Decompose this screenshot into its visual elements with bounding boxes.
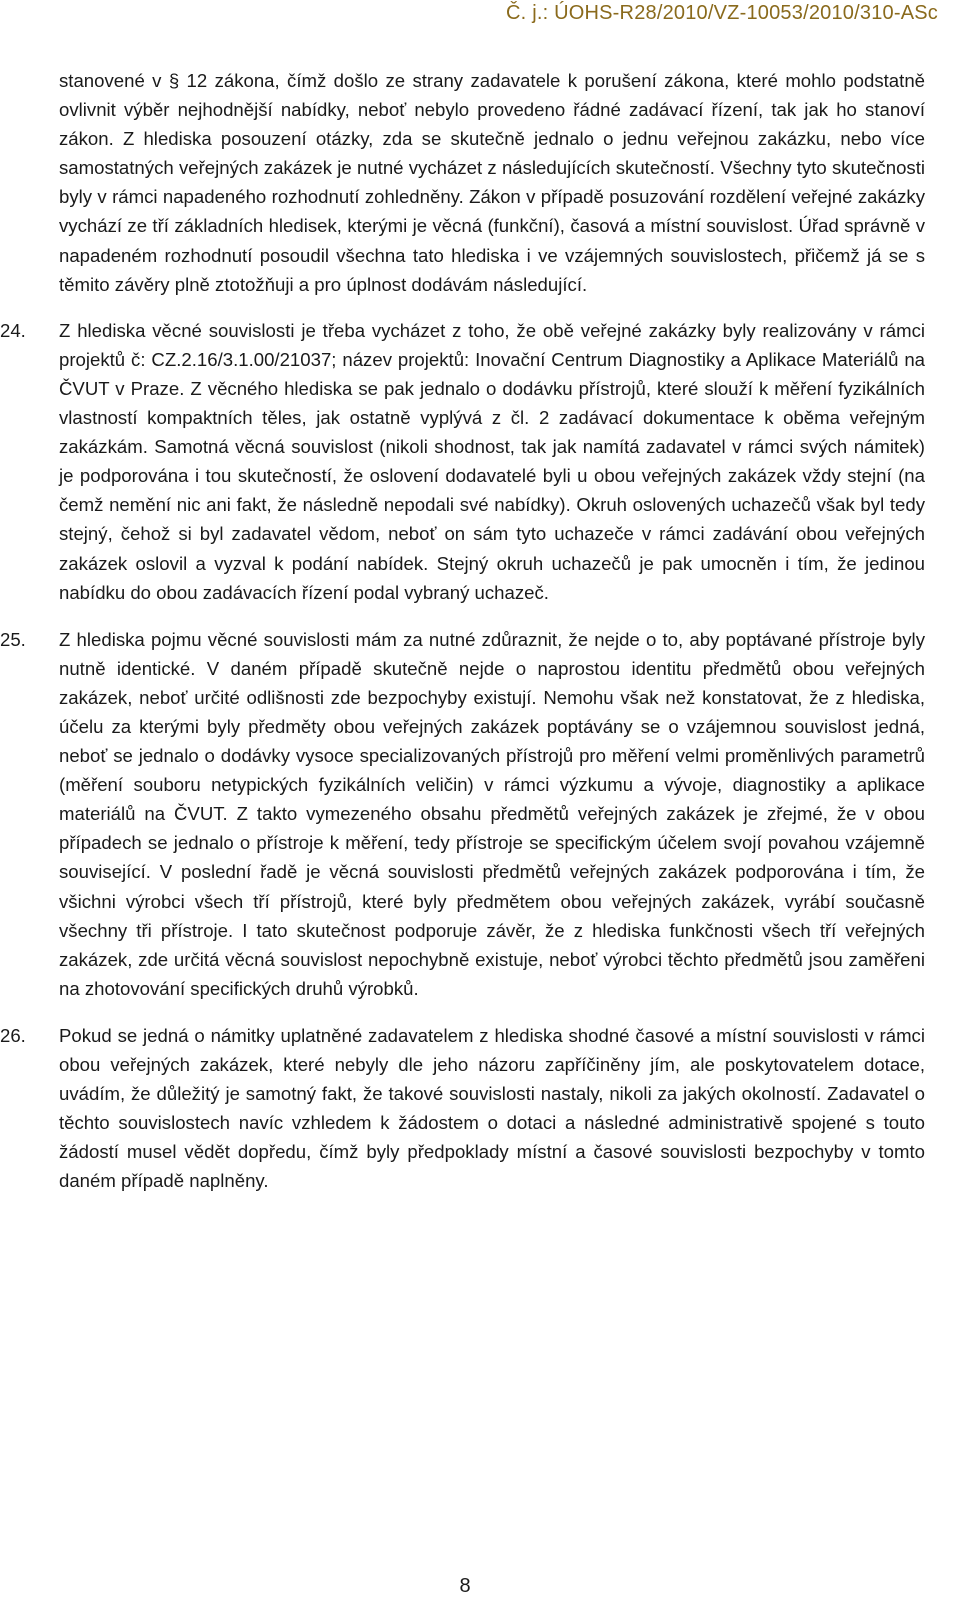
page-number: 8 bbox=[459, 1575, 471, 1597]
paragraph-number: 24. bbox=[0, 319, 26, 341]
paragraph-text: Z hlediska pojmu věcné souvislosti mám za nutné zdůraznit, že nejde o to, aby poptávané přístroje byly nutně identické. V daném případě skutečně nejde o naprostou identitu předmětů obou veřejných zakázek, neboť určité odlišnosti zde bezpochyby existují. Nemohu však než konstatovat, že z hlediska, účelu za kterými byly předměty obou veřejných zakázek poptávány se o vzájemnou souvislost jedná, neboť se jednalo o dodávky vysoce specializovaných přístrojů pro měření velmi proměnlivých parametrů (měření souboru netypických fyzikálních veličin) v rámci výzkumu a vývoje, diagnostiky a aplikace materiálů na ČVUT. Z takto vymezeného obsahu předmětů veřejných zakázek je zřejmé, že v obou případech se jednalo o přístroje k měření, tedy přístroje se specifickým účelem svojí povahou vzájemně související. V poslední řadě je věcná souvislosti předmětů veřejných zakázek podporována i tím, že všichni výrobci všech tří přístrojů, které byly předmětem obou veřejných zakázek, vyrábí současně všechny tři přístroje. I tato skutečnost podporuje závěr, že z hlediska funkčnosti všech tří veřejných zakázek, zde určitá věcná souvislost nepochybně existuje, neboť výrobci těchto předmětů jsou zaměřeni na zhotovování specifických druhů výrobků. bbox=[59, 628, 925, 999]
document-reference-header: Č. j.: ÚOHS-R28/2010/VZ-10053/2010/310-ASc bbox=[506, 2, 938, 24]
paragraph-text: Pokud se jedná o námitky uplatněné zadavatelem z hlediska shodné časové a místní souvislosti v rámci obou veřejných zakázek, které nebyly dle jeho názoru zapříčiněny jím, ale poskytovatelem dotace, uvádím, že důležitý je samotný fakt, že takové souvislosti nastaly, nikoli za jakých okolností. Zadavatel o těchto souvislostech navíc vzhledem k žádostem o dotaci a následné administrativě spojené s touto žádostí musel vědět dopředu, čímž byly předpoklady místní a časové souvislosti bezpochyby v tomto daném případě naplněny. bbox=[59, 1024, 925, 1192]
paragraph-number: 25. bbox=[0, 628, 26, 650]
paragraph-text: Z hlediska věcné souvislosti je třeba vycházet z toho, že obě veřejné zakázky byly realizovány v rámci projektů č: CZ.2.16/3.1.00/21037; název projektů: Inovační Centrum Diagnostiky a Aplikace Materiálů na ČVUT v Praze. Z věcného hlediska se pak jednalo o dodávku přístrojů, které slouží k měření fyzikálních vlastností kompaktních těles, jak ostatně vyplývá z čl. 2 zadávací dokumentace k oběma veřejným zakázkám. Samotná věcná souvislost (nikoli shodnost, tak jak namítá zadavatel v rámci svých námitek) je podporována i tou skutečností, že oslovení dodavatelé byli u obou veřejných zakázek vždy stejní (na čemž nemění nic ani fakt, že následně nepodali své nabídky). Okruh oslovených uchazečů však byl tedy stejný, čehož si byl zadavatel vědom, neboť on sám tyto uchazeče v rámci zadávání obou veřejných zakázek oslovil a vyzval k podání nabídek. Stejný okruh uchazečů je pak umocněn i tím, že jedinou nabídku do obou zadávacích řízení podal vybraný uchazeč. bbox=[59, 319, 925, 603]
intro-paragraph: stanovené v § 12 zákona, čímž došlo ze strany zadavatele k porušení zákona, které mohlo podstatně ovlivnit výběr nejhodnější nabídky, neboť nebylo provedeno řádné zadávací řízení, tak jak ho stanoví zákon. Z hlediska posouzení otázky, zda se skutečně jednalo o jednu veřejnou zakázku, nebo více samostatných veřejných zakázek je nutné vycházet z následujících skutečností. Všechny tyto skutečnosti byly v rámci napadeného rozhodnutí zohledněny. Zákon v případě posuzování rozdělení veřejné zakázky vychází ze tří základních hledisek, kterými je věcná (funkční), časová a místní souvislost. Úřad správně v napadeném rozhodnutí posoudil všechna tato hlediska i ve vzájemných souvislostech, přičemž já se s těmito závěry plně ztotožňuji a pro úplnost dodávám následující. bbox=[59, 70, 925, 295]
paragraph-25 bbox=[0, 625, 925, 1003]
paragraph-24 bbox=[0, 316, 925, 607]
paragraph-number: 26. bbox=[0, 1024, 26, 1046]
paragraph-26 bbox=[0, 1021, 925, 1196]
document-body bbox=[0, 66, 925, 1213]
